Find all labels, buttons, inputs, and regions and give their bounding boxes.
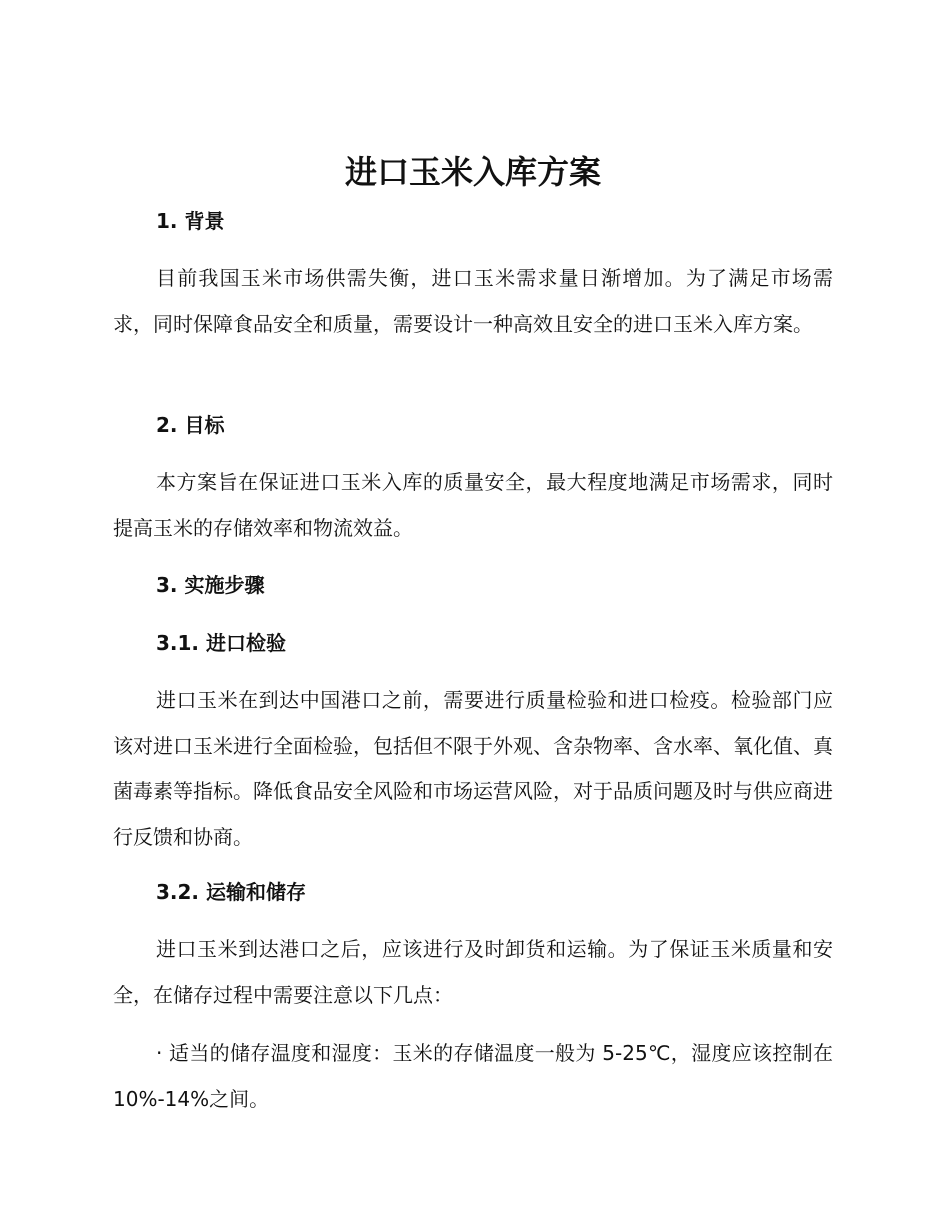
goal-paragraph: 本方案旨在保证进口玉米入库的质量安全，最大程度地满足市场需求，同时提高玉米的存储效率和物流效益。 xyxy=(113,470,833,540)
subsection-heading-transport: 3.2. 运输和储存 xyxy=(156,880,306,904)
transport-paragraph: 进口玉米到达港口之后，应该进行及时卸货和运输。为了保证玉米质量和安全，在储存过程中需要注意以下几点： xyxy=(113,937,833,1007)
background-paragraph: 目前我国玉米市场供需失衡，进口玉米需求量日渐增加。为了满足市场需求，同时保障食品安全和质量，需要设计一种高效且安全的进口玉米入库方案。 xyxy=(113,266,833,336)
subsection-heading-inspection: 3.1. 进口检验 xyxy=(156,631,286,655)
section-heading-goal: 2. 目标 xyxy=(156,413,225,437)
storage-bullet-item: · 适当的储存温度和湿度：玉米的存储温度一般为 5-25℃，湿度应该控制在 10%-14%之间。 xyxy=(113,1041,833,1111)
inspection-paragraph: 进口玉米在到达中国港口之前，需要进行质量检验和进口检疫。检验部门应该对进口玉米进行全面检验，包括但不限于外观、含杂物率、含水率、氧化值、真菌毒素等指标。降低食品安全风险和市场运营风险，对于品质问题及时与供应商进行反馈和协商。 xyxy=(113,688,833,849)
document-title: 进口玉米入库方案 xyxy=(344,153,601,191)
section-heading-background: 1. 背景 xyxy=(156,209,225,233)
section-heading-steps: 3. 实施步骤 xyxy=(156,573,265,597)
